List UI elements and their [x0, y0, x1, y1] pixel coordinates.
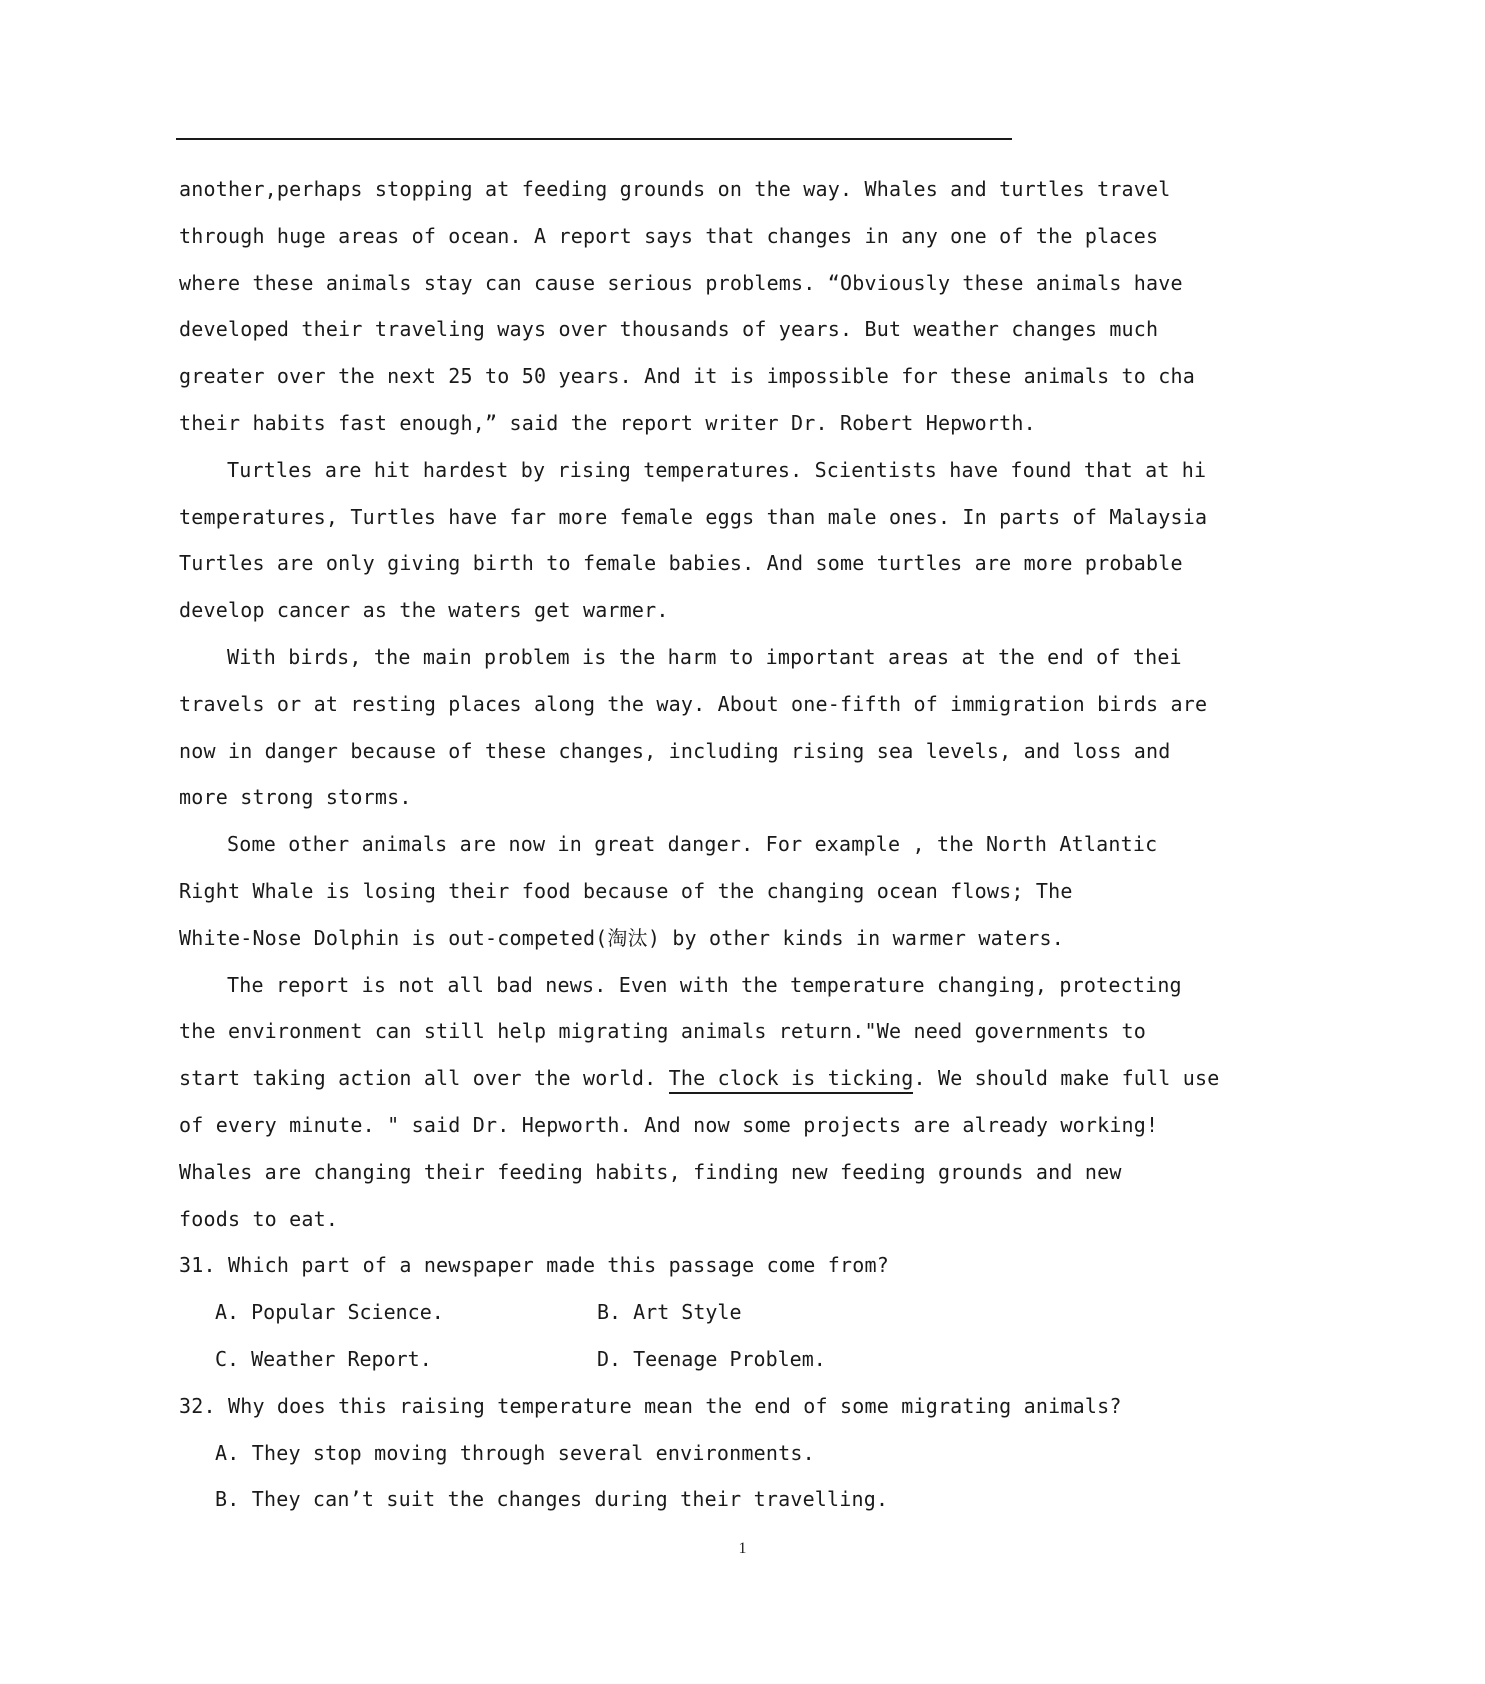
options-row — [179, 1336, 1179, 1383]
document-body — [179, 166, 1220, 1523]
question-stem: 31. Which part of a newspaper made this passage come from? — [179, 1253, 889, 1278]
text-line: With birds, the main problem is the harm to important areas at the end of thei — [227, 644, 1182, 669]
text-segment: . We should make full use — [913, 1066, 1220, 1091]
text-line: Turtles are hit hardest by rising temperatures. Scientists have found that at hi — [227, 457, 1207, 482]
text-line: through huge areas of ocean. A report says that changes in any one of the places — [179, 223, 1159, 248]
paragraph-1 — [179, 166, 1196, 447]
text-line: The report is not all bad news. Even with the temperature changing, protecting — [227, 972, 1182, 997]
option-d: D. Teenage Problem. — [597, 1346, 826, 1371]
text-line: Some other animals are now in great danger. For example , the North Atlantic — [227, 832, 1158, 857]
text-line: their habits fast enough,” said the report writer Dr. Robert Hepworth. — [179, 410, 1036, 435]
text-line: where these animals stay can cause serious problems. “Obviously these animals have — [179, 270, 1183, 295]
text-line: now in danger because of these changes, including rising sea levels, and loss and — [179, 738, 1171, 763]
text-line: travels or at resting places along the way. About one-fifth of immigration birds are — [179, 691, 1208, 716]
option-a: A. Popular Science. — [215, 1300, 444, 1325]
option-b: B. They can’t suit the changes during their travelling. — [215, 1487, 889, 1512]
question-stem: 32. Why does this raising temperature mean the end of some migrating animals? — [179, 1393, 1122, 1418]
question-32 — [179, 1383, 1179, 1523]
text-line — [179, 1055, 1220, 1102]
question-31 — [179, 1242, 1179, 1382]
text-line: greater over the next 25 to 50 years. And it is impossible for these animals to cha — [179, 364, 1196, 389]
underlined-phrase: The clock is ticking — [669, 1066, 914, 1094]
text-segment: start taking action all over the world. — [179, 1066, 669, 1091]
header-rule — [176, 138, 1012, 140]
options-row — [179, 1289, 1179, 1336]
text-line: the environment can still help migrating animals return."We need governments to — [179, 1019, 1147, 1044]
text-line: Turtles are only giving birth to female babies. And some turtles are more probable — [179, 551, 1183, 576]
text-line: Right Whale is losing their food because of the changing ocean flows; The — [179, 878, 1073, 903]
text-line: temperatures, Turtles have far more female eggs than male ones. In parts of Malaysia — [179, 504, 1208, 529]
paragraph-5 — [179, 962, 1220, 1243]
option-c: C. Weather Report. — [215, 1346, 432, 1371]
text-line: of every minute. " said Dr. Hepworth. And now some projects are already working! — [179, 1112, 1159, 1137]
text-line: more strong storms. — [179, 785, 412, 810]
text-line: developed their traveling ways over thousands of years. But weather changes much — [179, 317, 1159, 342]
paragraph-4 — [179, 821, 1179, 961]
text-line: foods to eat. — [179, 1206, 339, 1231]
option-a: A. They stop moving through several environments. — [215, 1440, 815, 1465]
page-number: 1 — [738, 1540, 747, 1557]
text-line: White-Nose Dolphin is out-competed(淘汰) by other kinds in warmer waters. — [179, 925, 1065, 950]
text-line: Whales are changing their feeding habits, finding new feeding grounds and new — [179, 1159, 1122, 1184]
paragraph-3 — [179, 634, 1208, 821]
text-line: develop cancer as the waters get warmer. — [179, 598, 669, 623]
option-b: B. Art Style — [597, 1300, 742, 1325]
paragraph-2 — [179, 447, 1208, 634]
text-line: another,perhaps stopping at feeding grounds on the way. Whales and turtles travel — [179, 177, 1171, 201]
